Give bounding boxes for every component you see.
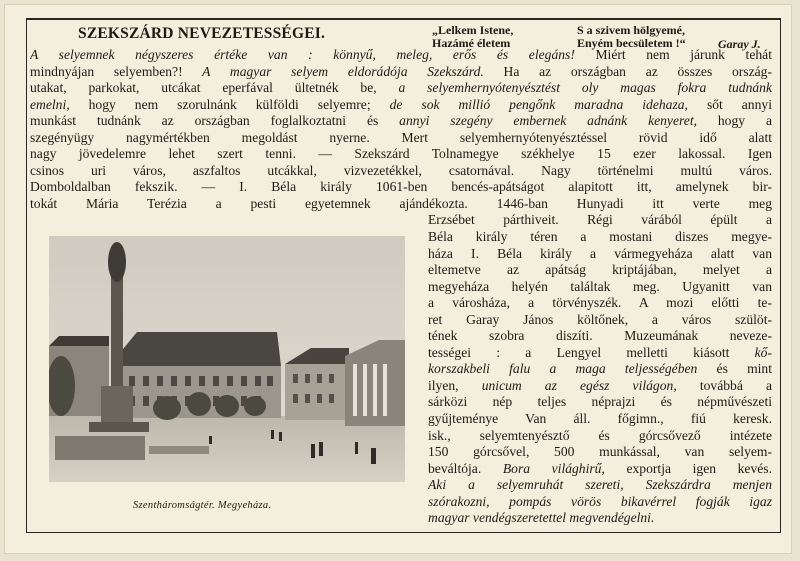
text-line: munkást tudnánk az országban foglalkoztatni és annyi szegény embernek adnánk kenyeret, hogy a <box>30 113 772 129</box>
text-line: szegényügy nagymértékben megoldást nyerne. Mert selyemhernyótenyésztéssel rövid idő alatt <box>30 129 772 145</box>
page-title: SZEKSZÁRD NEVEZETESSÉGEI. <box>78 25 326 42</box>
quote-right-line-2: Enyém becsületem !“ <box>577 36 686 50</box>
text-line: szórakozni, pompás vörös bikavérrel fogják igaz <box>428 493 772 509</box>
text-line: Béla király téren a mostani diszes megye- <box>428 229 772 245</box>
text-line: sárközi nép teljes néprajzi és népművészeti <box>428 394 772 410</box>
text-line: háza I. Béla király a vármegyeháza alatt van <box>428 245 772 261</box>
text-line: A selyemnek négyszeres értéke van : könnyű, meleg, erős és elegáns! Miért nem járunk tehát <box>30 47 772 62</box>
text-line: csinos uri város, aszfaltos utcákkal, vizvezetékkel, csatornával. Nagy történelmi multú város. <box>30 162 772 178</box>
town-square-photo <box>49 236 405 482</box>
quote-author: Garay J. <box>718 37 761 51</box>
text-line: megyeháza helyén találtak meg. Ugyanitt van <box>428 278 772 294</box>
text-line: eltemetve az apátság kriptájában, melyet a <box>428 262 772 278</box>
text-line: utakat, parkokat, utcákat eperfával ültetnék be, a selyemhernyótenyésztést oly magas fokra tudnánk <box>30 80 772 96</box>
text-line: korszakbeli falu a maga teljességében és mint <box>428 361 772 377</box>
text-line: Erzsébet párthiveit. Régi várából épült a <box>428 212 772 228</box>
text-line: mindnyájan selyemben?! A magyar selyem eldorádója Szekszárd. Ha az országban az összes ország- <box>30 63 772 79</box>
quote-left-line-2: Hazámé életem <box>432 36 511 50</box>
text-line: tokát Mária Terézia a pesti egyetemnek ajándékozta. 1446-ban Hunyadi itt verte meg <box>30 195 772 211</box>
text-line: 150 górcsővel, 500 munkással, van selyem- <box>428 444 772 460</box>
text-line: nagy jövedelemre lehet szert tenni. — Szekszárd Tolnamegye székhelye 15 ezer lakossal. Igen <box>30 146 772 162</box>
text-line: gyűjteménye Van áll. főgimn., fiú keresk. <box>428 411 772 427</box>
text-line: tességei : a Lengyel melletti kiásott kő- <box>428 344 772 360</box>
text-line: Aki a selyemruhát szereti, Szekszárdra menjen <box>428 477 772 493</box>
text-line: beváltója. Bora világhirű, exportja igen kevés. <box>428 460 772 476</box>
text-line: tének szobra diszíti. Muzeumának neveze- <box>428 328 772 344</box>
text-line: a városháza, a törvényszék. A mozi előtti te- <box>428 295 772 311</box>
text-line: isk., selyemtenyésztő és górcsővező intézete <box>428 427 772 443</box>
text-line: Domboldalban fekszik. — I. Béla király 1061-ben bencés-apátságot alapitott itt, amelynek bir- <box>30 179 772 195</box>
text-line: ret Garay János költőnek, a város szülöt- <box>428 311 772 327</box>
quote-left-line-1: „Lelkem Istene, <box>432 23 514 37</box>
photo-caption: Szentháromságtér. Megyeháza. <box>133 500 272 511</box>
text-line: emelni, hogy nem szorulnánk külföldi selyemre; de sok millió pengőnk maradna idehaza, sőt annyi <box>30 96 772 112</box>
text-line: ilyen, unicum az egész világon, továbbá a <box>428 377 772 393</box>
quote-right-line-1: S a szivem hölgyemé, <box>577 23 685 37</box>
photo-illustration <box>49 236 405 482</box>
text-line: magyar vendégszeretettel megvendégelni. <box>428 510 655 526</box>
